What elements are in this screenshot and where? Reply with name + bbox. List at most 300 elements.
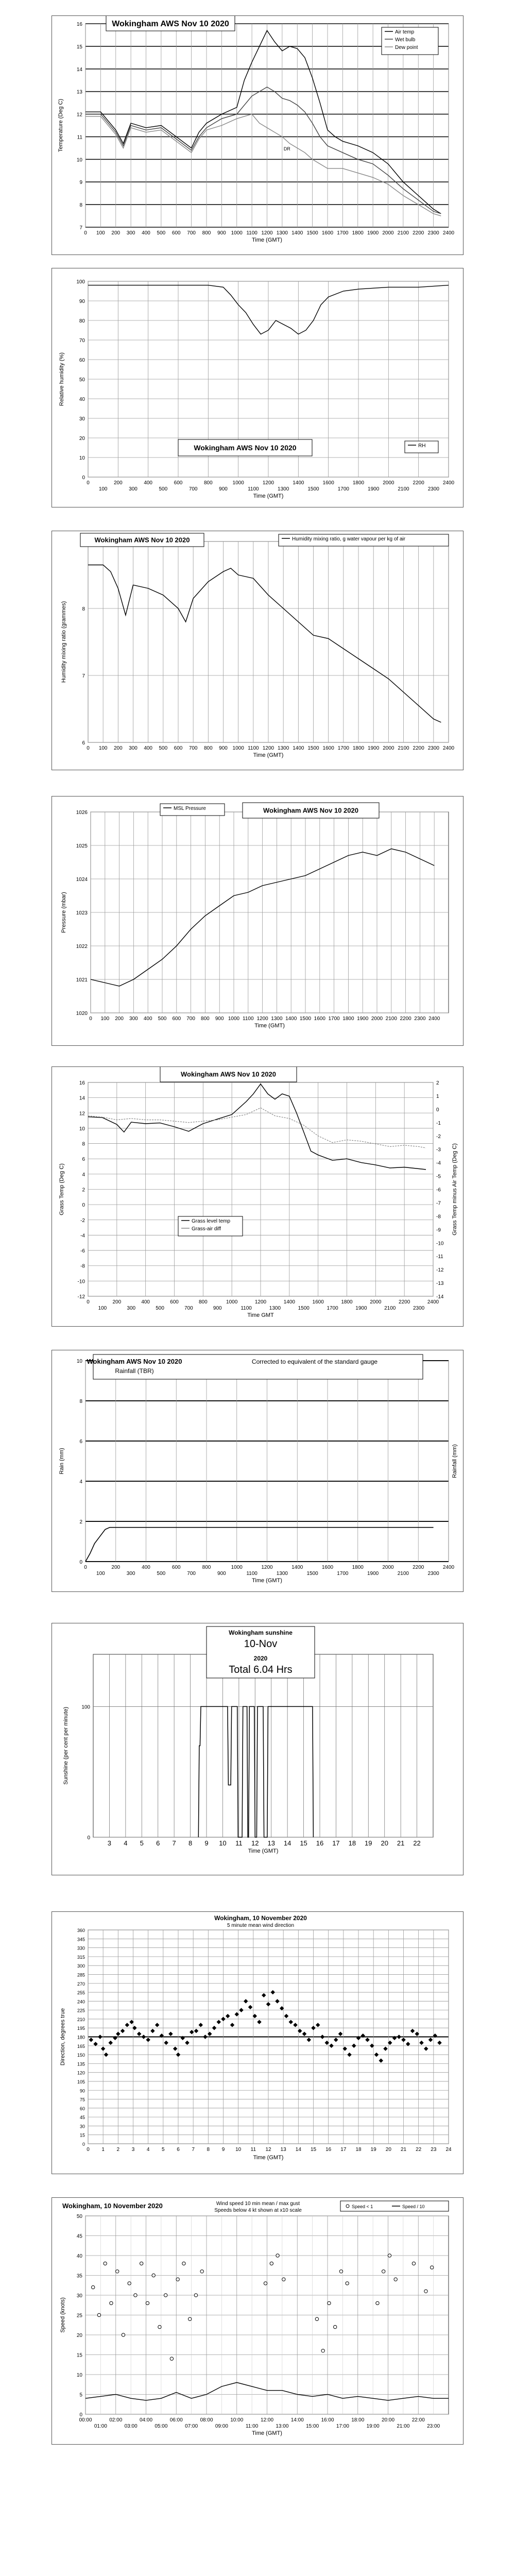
y-axis-label: Grass Temp (Deg C) [59,1163,65,1215]
y-tick-label: 14 [76,66,82,73]
x-axis-label: Time (GMT) [253,752,284,758]
x-tick-label: 1200 [254,1299,267,1305]
x-tick-label: 800 [203,745,213,751]
x-tick-label: 400 [141,1299,150,1305]
humidity-chart-svg [52,268,463,507]
x-tick-label: 2200 [399,1299,410,1305]
x-tick-label: 900 [213,1306,222,1311]
x-tick-label: 02:00 [109,2417,123,2423]
y-tick-label-right: -7 [436,1200,441,1207]
x-tick-label: 300 [129,1016,138,1022]
legend-label: RH [418,443,426,449]
x-tick-label: 0 [89,1016,92,1022]
x-tick-label: 1900 [367,230,379,236]
x-tick-label: 1 [101,2147,105,2153]
x-tick-label: 1500 [307,486,319,492]
y-tick-label: 80 [79,318,85,324]
y-tick-label-right: -1 [436,1120,441,1126]
data-point [333,2325,336,2328]
x-tick-label: 2100 [384,1306,396,1311]
x-tick-label: 2100 [398,486,409,492]
x-tick-label: 600 [170,1299,179,1305]
x-tick-label: 800 [198,1299,208,1305]
y-axis-label: Relative humidity (%) [59,352,65,406]
x-tick-label: 13 [267,1839,275,1847]
chart-title: Wokingham AWS Nov 10 2020 [94,536,190,544]
x-tick-label: 18 [348,1839,356,1847]
x-tick-label: 900 [219,486,228,492]
x-tick-label: 1000 [232,745,244,751]
x-tick-label: 2000 [371,1016,383,1022]
rainfall-chart [52,1350,464,1592]
y-tick-label: 150 [77,2053,85,2058]
x-tick-label: 12 [265,2147,271,2153]
x-tick-label: 10 [235,2147,242,2153]
x-tick-label: 2300 [414,1016,426,1022]
x-tick-label: 400 [143,1016,152,1022]
chart-title: Wokingham AWS Nov 10 2020 [181,1070,276,1078]
y-tick-label: 105 [77,2079,85,2084]
temperature-chart-svg [52,16,463,255]
y-tick-label: 12 [79,1111,85,1117]
x-tick-label: 1800 [341,1299,353,1305]
y-tick-label-right: -4 [436,1160,441,1166]
y-tick-label: 45 [79,2115,85,2121]
x-tick-label: 1900 [368,745,380,751]
x-tick-label: 18:00 [351,2417,365,2423]
chart-title: Wokingham AWS Nov 10 2020 [263,806,358,815]
x-tick-label: 1200 [261,230,273,236]
y-tick-label: 10 [76,157,82,163]
y-tick-label: 240 [77,1999,85,2005]
x-tick-label: 1800 [352,230,364,236]
x-tick-label: 4 [146,2147,150,2153]
x-tick-label: 1600 [322,745,334,751]
x-tick-label: 1100 [246,1571,258,1577]
y-tick-label-right: 1 [436,1093,439,1099]
x-tick-label: 19 [365,1839,372,1847]
x-tick-label: 1400 [285,1016,297,1022]
x-tick-label: 2200 [400,1016,411,1022]
x-tick-label: 15 [310,2147,317,2153]
x-tick-label: 2300 [427,745,439,751]
data-point [164,2294,167,2297]
x-tick-label: 200 [111,1565,121,1570]
x-tick-label: 2300 [413,1306,425,1311]
y-tick-label: 15 [79,2132,85,2138]
data-point [424,2290,427,2293]
x-tick-label: 12:00 [260,2417,274,2423]
x-tick-label: 100 [96,230,105,236]
x-tick-label: 900 [217,1571,226,1577]
y-tick-label: 360 [77,1928,85,1933]
x-tick-label: 1700 [337,1571,349,1577]
y-tick-label-right: -3 [436,1147,441,1153]
y-tick-label: 7 [79,225,82,231]
chart-title: Wokingham, 10 November 2020 [214,1914,307,1922]
y-tick-label: 100 [81,1704,90,1710]
chart-year: 2020 [253,1655,268,1662]
x-tick-label: 800 [202,230,211,236]
chart-subtitle: Wind speed 10 min mean / max gust [216,2201,300,2207]
data-point [97,2313,100,2316]
x-tick-label: 17 [340,2147,347,2153]
x-tick-label: 2100 [397,230,409,236]
x-axis-label: Time (GMT) [252,1578,282,1584]
data-point [276,2254,279,2257]
x-tick-label: 7 [172,1839,176,1847]
x-tick-label: 04:00 [139,2417,153,2423]
chart-title: Wokingham, 10 November 2020 [62,2202,163,2210]
y-tick-label: 50 [79,377,85,383]
y-tick-label: 10 [79,1126,85,1132]
data-point [430,2266,433,2269]
x-tick-label: 0 [84,230,87,236]
x-tick-label: 2100 [385,1016,397,1022]
x-tick-label: 100 [96,1571,105,1577]
x-tick-label: 23 [431,2147,437,2153]
y-tick-label-right: -11 [436,1254,443,1260]
x-tick-label: 6 [177,2147,180,2153]
y-axis-label: Pressure (mbar) [61,892,67,933]
y-tick-label-right: -13 [436,1281,444,1287]
y-tick-label-right: 2 [436,1080,439,1086]
x-tick-label: 1300 [278,486,289,492]
data-point [194,2294,197,2297]
y-tick-label: -12 [77,1294,85,1300]
x-tick-label: 17 [332,1839,340,1847]
x-tick-label: 700 [188,745,198,751]
x-tick-label: 2000 [382,1565,394,1570]
x-tick-label: 1900 [357,1016,369,1022]
x-tick-label: 600 [174,480,183,486]
y-tick-label: 8 [82,606,85,612]
y-tick-label-right: -6 [436,1187,441,1193]
y-tick-label: 300 [77,1963,85,1969]
x-tick-label: 1300 [278,745,289,751]
x-tick-label: 4 [124,1839,128,1847]
y-axis-label: Speed (knots) [60,2297,66,2333]
data-point [182,2262,185,2265]
x-tick-label: 500 [159,745,168,751]
x-tick-label: 08:00 [200,2417,213,2423]
x-tick-label: 300 [127,1306,136,1311]
x-tick-label: 700 [187,1571,196,1577]
y-tick-label: 13 [76,89,82,95]
y-tick-label: 1020 [76,1011,88,1016]
x-axis-label: Time (GMT) [254,1023,285,1029]
x-tick-label: 500 [157,1571,166,1577]
y-tick-label: 285 [77,1972,85,1978]
x-tick-label: 8 [207,2147,210,2153]
y-tick-label: 120 [77,2070,85,2076]
y-tick-label-right: -8 [436,1214,441,1220]
x-tick-label: 0 [84,1565,87,1570]
y-tick-label-right: -14 [436,1294,444,1300]
x-tick-label: 19:00 [366,2424,380,2429]
x-tick-label: 22 [413,1839,421,1847]
x-tick-label: 11:00 [245,2424,259,2429]
legend-label: MSL Pressure [174,806,206,811]
y-tick-label: 1021 [76,977,88,983]
x-tick-label: 20 [385,2147,391,2153]
x-tick-label: 1500 [307,745,319,751]
x-tick-label: 1700 [337,230,349,236]
y-tick-label: 8 [79,1399,82,1404]
y-tick-label: 1024 [76,877,88,883]
pressure-chart [52,796,464,1046]
x-tick-label: 0 [87,480,90,486]
y-tick-label: 20 [76,2333,82,2338]
chart-title: Wokingham AWS Nov 10 2020 [87,1358,182,1365]
x-tick-label: 200 [113,745,123,751]
legend-label: Speed / 10 [402,2204,425,2209]
x-tick-label: 800 [203,480,213,486]
legend-label: Speed < 1 [352,2204,373,2209]
x-axis-label: Time (GMT) [253,2155,284,2161]
x-tick-label: 1000 [232,480,244,486]
x-tick-label: 06:00 [169,2417,183,2423]
x-tick-label: 0 [87,745,90,751]
y-tick-label: -10 [77,1279,85,1285]
y-tick-label: 2 [82,1187,85,1193]
x-tick-label: 800 [201,1016,210,1022]
x-tick-label: 300 [126,1571,135,1577]
chart-total: Total 6.04 Hrs [229,1664,293,1675]
chart-subtitle: 5 minute mean wind direction [227,1923,295,1928]
x-tick-label: 12 [251,1839,259,1847]
x-tick-label: 500 [156,1306,164,1311]
y-tick-label: 345 [77,1937,85,1942]
x-tick-label: 1900 [355,1306,367,1311]
x-tick-label: 2000 [370,1299,382,1305]
data-point [282,2278,285,2281]
x-tick-label: 500 [158,1016,167,1022]
data-point [200,2270,203,2273]
x-tick-label: 1100 [246,230,258,236]
y-tick-label: 8 [79,202,82,209]
y-tick-label: 40 [79,397,85,402]
y-tick-label-right: 0 [436,1107,439,1113]
y-tick-label: 4 [82,1172,85,1178]
legend-label: Air temp [395,29,415,35]
y-tick-label: 100 [76,279,85,285]
y-tick-label: 0 [87,1835,90,1841]
y-tick-label: 2 [79,1519,82,1525]
data-point [170,2357,173,2360]
x-tick-label: 1100 [248,745,259,751]
x-tick-label: 1400 [293,480,304,486]
x-tick-label: 1000 [228,1016,240,1022]
temperature-chart [52,15,464,255]
x-tick-label: 10 [219,1839,227,1847]
x-tick-label: 500 [157,230,166,236]
x-tick-label: 600 [171,230,181,236]
x-tick-label: 600 [172,1016,181,1022]
wind-speed-chart-svg [52,2198,463,2444]
x-tick-label: 7 [192,2147,195,2153]
x-tick-label: 1600 [321,1565,334,1570]
y-tick-label: 30 [79,416,85,422]
y-tick-label: 135 [77,2061,85,2067]
y-tick-label: 330 [77,1945,85,1951]
y-tick-label: 45 [76,2233,82,2240]
x-tick-label: 09:00 [215,2424,228,2429]
x-tick-label: 1900 [367,1571,379,1577]
x-tick-label: 200 [115,1016,124,1022]
x-axis-label: Time GMT [247,1312,274,1318]
y-axis-label-right: Grass Temp minus Air Temp (Deg C) [452,1143,458,1235]
x-tick-label: 1200 [256,1016,268,1022]
x-tick-label: 3 [107,1839,112,1847]
y-tick-label: 16 [79,1080,85,1086]
data-point [110,2301,113,2304]
chart-title: Wokingham sunshine [229,1629,293,1636]
x-tick-label: 03:00 [124,2424,138,2429]
x-tick-label: 1500 [306,1571,318,1577]
y-tick-label: 8 [82,1141,85,1147]
y-tick-label: 25 [76,2313,82,2319]
x-tick-label: 100 [98,486,108,492]
x-tick-label: 1400 [293,745,304,751]
sunshine-chart [52,1623,464,1875]
x-tick-label: 1300 [271,1016,283,1022]
wind-direction-chart [52,1911,464,2174]
y-tick-label: 255 [77,1990,85,1996]
y-tick-label: 5 [79,2392,82,2398]
x-tick-label: 2400 [427,1299,439,1305]
y-tick-label: 195 [77,2026,85,2031]
x-tick-label: 1400 [291,230,303,236]
y-tick-label: 0 [82,475,85,481]
legend-label: Humidity mixing ratio, g water vapour per kg of air [292,536,406,542]
x-axis-label: Time (GMT) [252,2430,282,2436]
x-tick-label: 2300 [427,230,439,236]
x-tick-label: 10:00 [230,2417,244,2423]
x-tick-label: 300 [129,745,138,751]
wind-speed-chart [52,2197,464,2445]
x-tick-label: 2 [116,2147,120,2153]
x-tick-label: 21:00 [397,2424,410,2429]
data-point [339,2270,342,2273]
x-tick-label: 400 [142,1565,150,1570]
x-tick-label: 100 [98,745,108,751]
x-tick-label: 700 [188,486,198,492]
legend-label: Grass-air diff [192,1226,221,1232]
x-tick-label: 400 [142,230,150,236]
data-point [146,2301,149,2304]
y-tick-label: 1026 [76,810,88,816]
data-point [91,2285,94,2289]
y-tick-label: 20 [79,436,85,442]
x-tick-label: 900 [219,745,228,751]
x-tick-label: 1300 [276,230,288,236]
mixing-ratio-chart [52,531,464,770]
y-tick-label: 50 [76,2214,82,2219]
x-tick-label: 1700 [337,486,349,492]
y-tick-label: 15 [76,44,82,50]
y-tick-label: 30 [76,2293,82,2299]
x-tick-label: 2200 [413,480,424,486]
x-tick-label: 16:00 [321,2417,334,2423]
humidity-chart [52,268,464,507]
x-tick-label: 2200 [413,745,424,751]
x-tick-label: 1200 [262,480,274,486]
x-tick-label: 400 [144,745,153,751]
x-tick-label: 8 [188,1839,193,1847]
data-point [321,2349,324,2352]
x-tick-label: 1100 [243,1016,254,1022]
y-tick-label: 6 [79,1439,82,1445]
y-tick-label: 0 [79,2412,82,2418]
y-tick-label: 12 [76,112,82,118]
x-tick-label: 2200 [413,1565,424,1570]
x-tick-label: 700 [187,230,196,236]
x-tick-label: 2300 [427,1571,439,1577]
y-tick-label: 1022 [76,944,88,950]
y-tick-label: 15 [76,2352,82,2359]
x-tick-label: 21 [400,2147,407,2153]
y-tick-label: 180 [77,2035,85,2040]
y-tick-label: 75 [79,2097,85,2103]
data-point [376,2301,379,2304]
y-tick-label: -2 [80,1217,85,1224]
x-tick-label: 3 [131,2147,135,2153]
x-tick-label: 100 [98,1306,107,1311]
x-tick-label: 9 [204,1839,209,1847]
x-tick-label: 300 [129,486,138,492]
x-tick-label: 2400 [442,230,455,236]
pressure-chart-svg [52,796,463,1045]
x-axis-label: Time (GMT) [252,237,282,243]
y-axis-label: Sunshine (per cent per minute) [63,1706,69,1785]
y-tick-label-right: -2 [436,1133,441,1140]
x-tick-label: 200 [113,480,123,486]
x-tick-label: 300 [126,230,135,236]
data-point [134,2294,137,2297]
x-tick-label: 600 [174,745,183,751]
y-tick-label: 60 [79,358,85,363]
x-tick-label: 200 [111,230,121,236]
data-point [152,2274,155,2277]
x-tick-label: 1000 [226,1299,238,1305]
x-tick-label: 600 [171,1565,181,1570]
x-tick-label: 1700 [327,1306,338,1311]
x-tick-label: 13 [280,2147,286,2153]
y-tick-label: 14 [79,1095,85,1101]
x-tick-label: 2000 [383,480,394,486]
x-tick-label: 2400 [442,745,455,751]
x-tick-label: 1300 [276,1571,288,1577]
legend-swatch [346,2205,349,2208]
x-tick-label: 1900 [368,486,380,492]
y-tick-label: 40 [76,2253,82,2259]
x-tick-label: 1800 [352,1565,364,1570]
data-point [115,2270,118,2273]
y-tick-label: 1023 [76,910,88,916]
chart-subtitle-2: Speeds below 4 kt shown at x10 scale [214,2208,302,2213]
x-tick-label: 9 [221,2147,225,2153]
y-tick-label: 0 [79,1560,82,1565]
x-tick-label: 11 [235,1839,243,1847]
x-tick-label: 1800 [342,1016,354,1022]
x-tick-label: 22:00 [411,2417,425,2423]
annotation-label: DR [283,146,290,151]
x-tick-label: 1600 [314,1016,325,1022]
x-tick-label: 14:00 [290,2417,304,2423]
data-point [176,2278,179,2281]
data-point [270,2262,273,2265]
